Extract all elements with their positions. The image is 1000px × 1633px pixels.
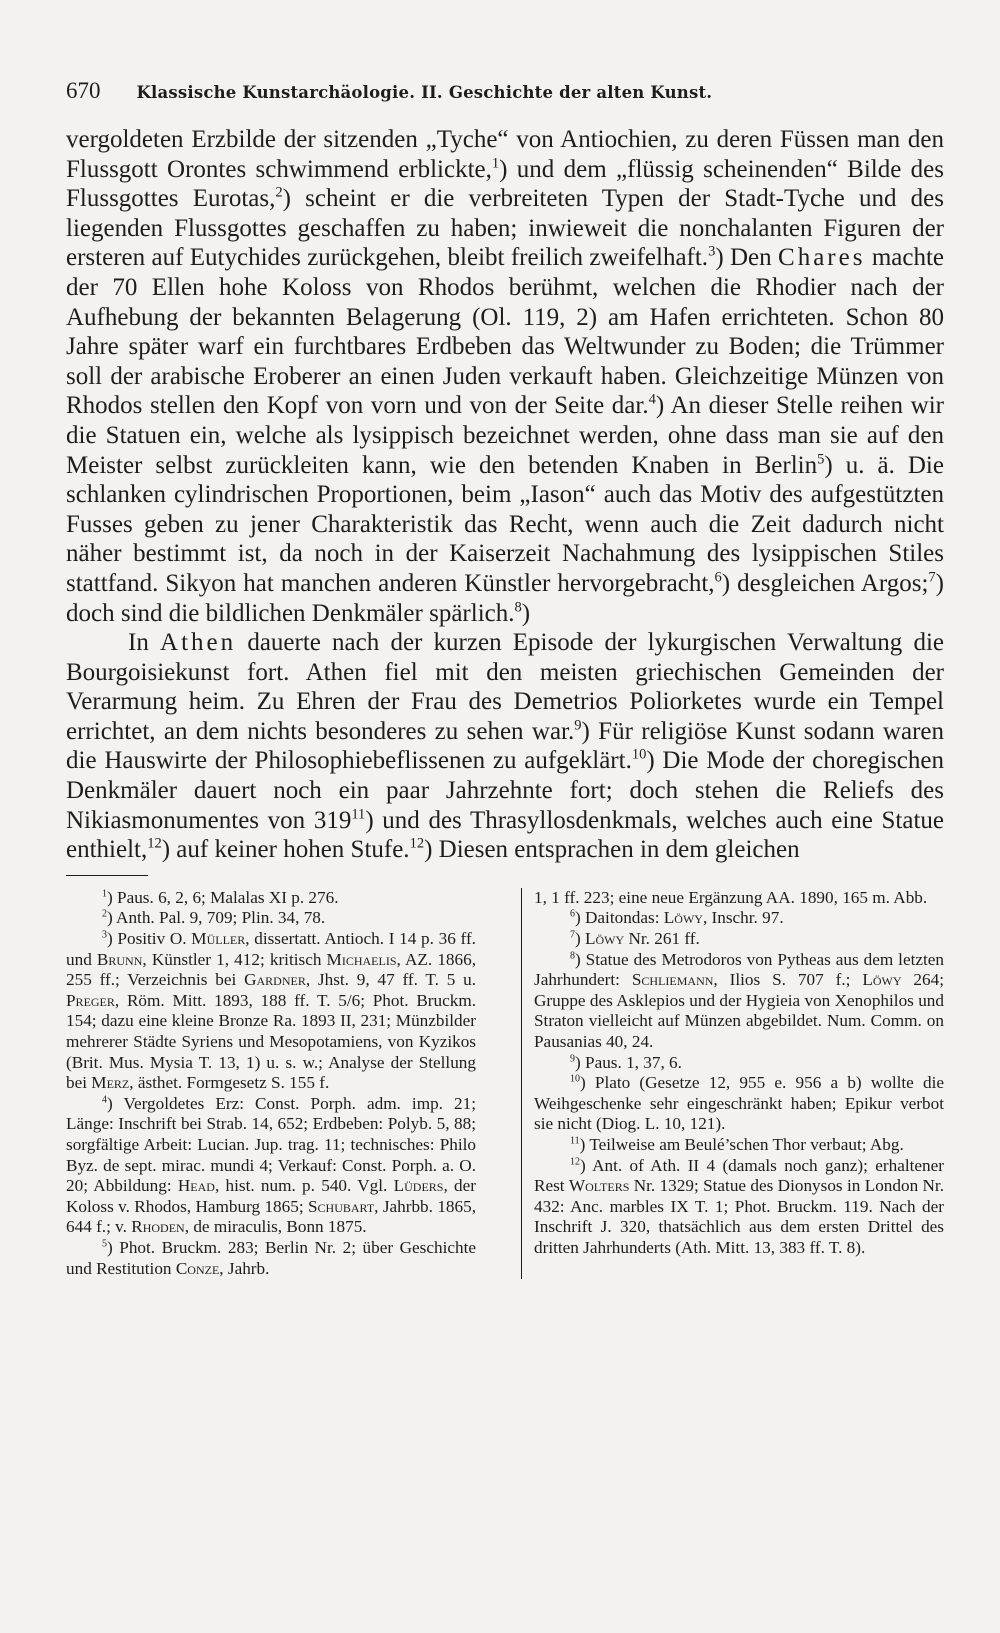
text-run: ) Diesen entsprachen in dem gleichen	[424, 836, 800, 864]
author-name: Schubart	[307, 1196, 375, 1216]
text-run: ) u. ä. Die schlanken cylindrischen Proportionen, beim „Iason“ auch das Motiv des aufgestützten Fusses geben zu jener Charakteristik das Recht, wenn auch die Zeit dadurch nicht näher bestimmt ist, da noch in der Kaiserzeit Nachahmung des lysippischen Stiles stattfand. Sikyon hat manchen anderen Künstler hervorgebracht,	[66, 451, 944, 597]
author-name: Löwy	[585, 929, 625, 949]
footnote-ref: 9	[574, 717, 582, 734]
paragraph-chares	[66, 125, 944, 628]
footnote-9	[534, 1053, 944, 1074]
footnote-number: 5	[102, 1238, 107, 1250]
footnote-ref: 10	[631, 747, 647, 764]
footnote-3	[66, 929, 476, 1094]
spaced-name-chares: Chares	[778, 244, 866, 272]
footnote-number: 2	[102, 908, 107, 920]
main-text	[66, 125, 944, 865]
footnote-number: 11	[570, 1135, 580, 1147]
footnote-text: 264; Gruppe des Asklepios und der Hygieia von Xenophilos und Straton vielleicht auf Münzen abgebildet. Num. Comm. on Pausanias 40, 24.	[534, 970, 944, 1051]
footnotes	[66, 888, 944, 1279]
footnote-text: ) Phot. Bruckm. 283; Berlin Nr. 2; über Geschichte und Restitution	[66, 1237, 476, 1278]
footnote-10	[534, 1073, 944, 1135]
text-run: dauerte nach der kurzen Episode der lykurgischen Verwaltung die Bourgoisiekunst fort. Athen fiel mit den meisten griechischen Gemeinden der Verarmung heim. Zu Ehren der Frau des Demetrios Poliorketes wurde ein Tempel errichtet, an dem nichts besonderes zu sehen war.	[66, 629, 944, 745]
footnote-number: 10	[570, 1073, 580, 1085]
author-name: Preger	[66, 990, 115, 1010]
footnote-text: , ästhet. Formgesetz S. 155 f.	[129, 1073, 330, 1093]
footnote-number: 4	[102, 1094, 107, 1106]
author-name: Head	[177, 1176, 215, 1196]
author-name: Löwy	[862, 970, 902, 990]
text-run: In	[128, 629, 161, 657]
footnote-text: ) Daitondas:	[574, 908, 664, 928]
footnote-number: 12	[570, 1156, 580, 1168]
footnote-number: 8	[570, 950, 575, 962]
text-run: ) desgleichen Argos;	[721, 569, 929, 597]
footnote-column-right	[521, 888, 944, 1279]
footnote-ref: 2	[275, 184, 283, 201]
footnote-8	[534, 950, 944, 1053]
text-run: ) und des Thrasyllosdenkmals, welches auch eine Statue enthielt,	[66, 806, 945, 864]
text-run: ) Den	[715, 244, 779, 272]
author-name: Schliemann	[631, 970, 714, 990]
author-name: Löwy	[663, 908, 703, 928]
footnote-text: , Jahrb.	[219, 1258, 270, 1278]
text-run: ) doch sind die bildlichen Denkmäler spärlich.	[66, 569, 944, 627]
footnote-ref: 5	[817, 451, 825, 468]
footnote-text: ) Paus. 1, 37, 6.	[574, 1052, 682, 1072]
footnote-text: , Jahrbb. 1865, 644 f.; v.	[66, 1196, 476, 1237]
page-number: 670	[66, 78, 101, 103]
footnote-number: 1	[102, 888, 107, 900]
author-name: Brunn	[96, 949, 143, 969]
footnote-column-left	[66, 888, 488, 1279]
author-name: Wolters	[568, 1176, 630, 1196]
paragraph-athen	[66, 628, 944, 865]
footnote-5	[66, 1238, 476, 1279]
footnote-text: ) Statue des Metrodoros von Pytheas aus dem letzten Jahrhundert:	[534, 949, 944, 990]
footnote-text: Nr. 261 ff.	[624, 929, 700, 949]
footnote-4	[66, 1094, 476, 1238]
spaced-name-athen: Athen	[160, 629, 237, 657]
footnote-text: , Jhst. 9, 47 ff. T. 5 u.	[305, 970, 477, 990]
footnote-number: 7	[570, 929, 575, 941]
footnote-text: 1, 1 ff. 223; eine neue Ergänzung AA. 1890, 165 m. Abb.	[534, 887, 928, 907]
footnote-text: , de miraculis, Bonn 1875.	[184, 1217, 367, 1237]
footnote-text: , Ilios S. 707 f.;	[713, 970, 863, 990]
footnote-ref: 1	[491, 155, 500, 172]
author-name: Müller	[191, 929, 246, 949]
book-page	[66, 78, 944, 1279]
footnote-number: 3	[102, 929, 107, 941]
footnote-6	[534, 908, 944, 929]
footnote-1	[66, 888, 476, 909]
footnote-text: Nr. 1329; Statue des Dionysos in London Nr. 432: Anc. marbles IX T. 1; Phot. Bruckm. 119. Nach der Inschrift J. 320, thatsächlich aus dem ersten Drittel des dritten Jahrhunderts (Ath. Mitt. 13, 383 ff. T. 8).	[534, 1176, 945, 1257]
footnote-ref: 7	[928, 569, 936, 586]
footnote-text: ) Ant. of Ath. II 4 (damals noch ganz); erhaltener Rest	[534, 1155, 944, 1196]
author-name: Conze	[175, 1258, 220, 1278]
footnote-ref: 3	[708, 243, 716, 260]
footnote-text: , Röm. Mitt. 1893, 188 ff. T. 5/6; Phot. Bruckm. 154; dazu eine kleine Bronze Ra. 1893 II, 231; Münzbilder mehrerer Städte Syriens und Mesopotamiens, von Kyzikos (Brit. Mus. Mysia T. 13, 1) u. s. w.; Analyse der Stellung bei	[66, 990, 476, 1093]
footnote-text: , Künstler 1, 412; kritisch	[142, 949, 327, 969]
footnote-number: 9	[570, 1053, 575, 1065]
author-name: Rhoden	[131, 1217, 185, 1237]
author-name: Michaelis	[326, 949, 397, 969]
footnote-ref: 12	[147, 835, 162, 852]
text-run: ) scheint er die verbreiteten Typen der Stadt-Tyche und des liegenden Flussgottes geschaffen zu haben; inwieweit die nonchalanten Figuren der ersteren auf Eutychides zurückgehen, bleibt freilich zweifelhaft.	[66, 185, 944, 272]
footnote-12	[534, 1156, 944, 1259]
footnote-text: ) Teilweise am Beulé’schen Thor verbaut; Abg.	[579, 1134, 904, 1154]
text-run: ) Für religiöse Kunst sodann waren die Hauswirte der Philosophiebeflissenen zu aufgeklärt.	[66, 717, 944, 775]
footnote-ref: 8	[514, 599, 522, 616]
footnote-ref: 6	[714, 569, 722, 586]
footnote-text: ) Paus. 6, 2, 6; Malalas XI p. 276.	[106, 887, 339, 907]
footnote-text: , dissertatt. Antioch. I 14 p. 36 ff. und	[66, 929, 476, 969]
author-name: Merz	[91, 1073, 130, 1093]
footnote-7	[534, 929, 944, 950]
footnote-text: ) Plato (Gesetze 12, 955 e. 956 a b) wollte die Weihgeschenke sehr eingeschränkt haben; Epikur verbot sie nicht (Diog. L. 10, 121).	[534, 1073, 944, 1134]
text-run: ) auf keiner hohen Stufe.	[161, 836, 410, 864]
footnote-text: , hist. num. p. 540. Vgl.	[214, 1176, 394, 1196]
text-run: )	[521, 599, 531, 627]
footnote-text: )	[574, 929, 586, 949]
author-name: Lüders	[393, 1176, 444, 1196]
footnote-text: , der Koloss v. Rhodos, Hamburg 1865;	[66, 1176, 476, 1216]
footnote-text: ) Vergoldetes Erz: Const. Porph. adm. imp. 21; Länge: Inschrift bei Strab. 14, 652; Erdbeben: Polyb. 5, 88; sorgfältige Arbeit: Lucian. Jup. trag. 11; technisches: Philo Byz. de sept. mirac. mundi 4; Verkauf: Const. Porph. a. O. 20; Abbildung:	[66, 1093, 476, 1196]
footnote-text: ) Anth. Pal. 9, 709; Plin. 34, 78.	[106, 908, 326, 928]
footnote-ref: 11	[351, 806, 366, 823]
footnote-text: ) Positiv O.	[106, 929, 192, 949]
footnote-number: 6	[570, 908, 575, 920]
text-run: machte der 70 Ellen hohe Koloss von Rhodos berühmt, welchen die Rhodier nach der Aufhebung der bekannten Belagerung (Ol. 119, 2) am Hafen errichteten. Schon 80 Jahre später warf ein furchtbares Erdbeben das Weltwunder zu Boden; die Trümmer soll der arabische Eroberer an einen Juden verkauft haben. Gleichzeitige Münzen von Rhodos stellen den Kopf von vorn und von der Seite dar.	[66, 244, 944, 420]
footnote-ref: 4	[648, 391, 656, 408]
footnote-5-continued	[534, 888, 944, 909]
footnote-11	[534, 1135, 944, 1156]
footnote-ref: 12	[409, 835, 425, 852]
text-run: ) und dem „flüssig scheinenden“ Bilde des Flussgottes Eurotas,	[66, 155, 944, 213]
footnote-separator	[66, 875, 148, 876]
footnote-text: , Inschr. 97.	[702, 908, 784, 928]
footnote-text: , AZ. 1866, 255 ff.; Verzeichnis bei	[66, 949, 476, 990]
text-run: vergoldeten Erzbilde der sitzenden „Tyche“ von Antiochien, zu deren Füssen man den Flussgott Orontes schwimmend erblickte,	[66, 126, 944, 183]
text-run: ) Die Mode der choregischen Denkmäler dauert noch ein paar Jahrzehnte fort; doch stehen die Reliefs des Nikiasmonumentes von 319	[66, 747, 944, 834]
text-run: ) An dieser Stelle reihen wir die Statuen ein, welche als lysippisch bezeichnet werden, ohne dass man sie auf den Meister selbst zurückleiten kann, wie den betenden Knaben in Berlin	[66, 392, 944, 479]
running-head	[66, 78, 944, 108]
footnote-2	[66, 908, 476, 929]
running-title: Klassische Kunstarchäologie. II. Geschichte der alten Kunst.	[136, 83, 713, 102]
author-name: Gardner	[244, 970, 306, 990]
